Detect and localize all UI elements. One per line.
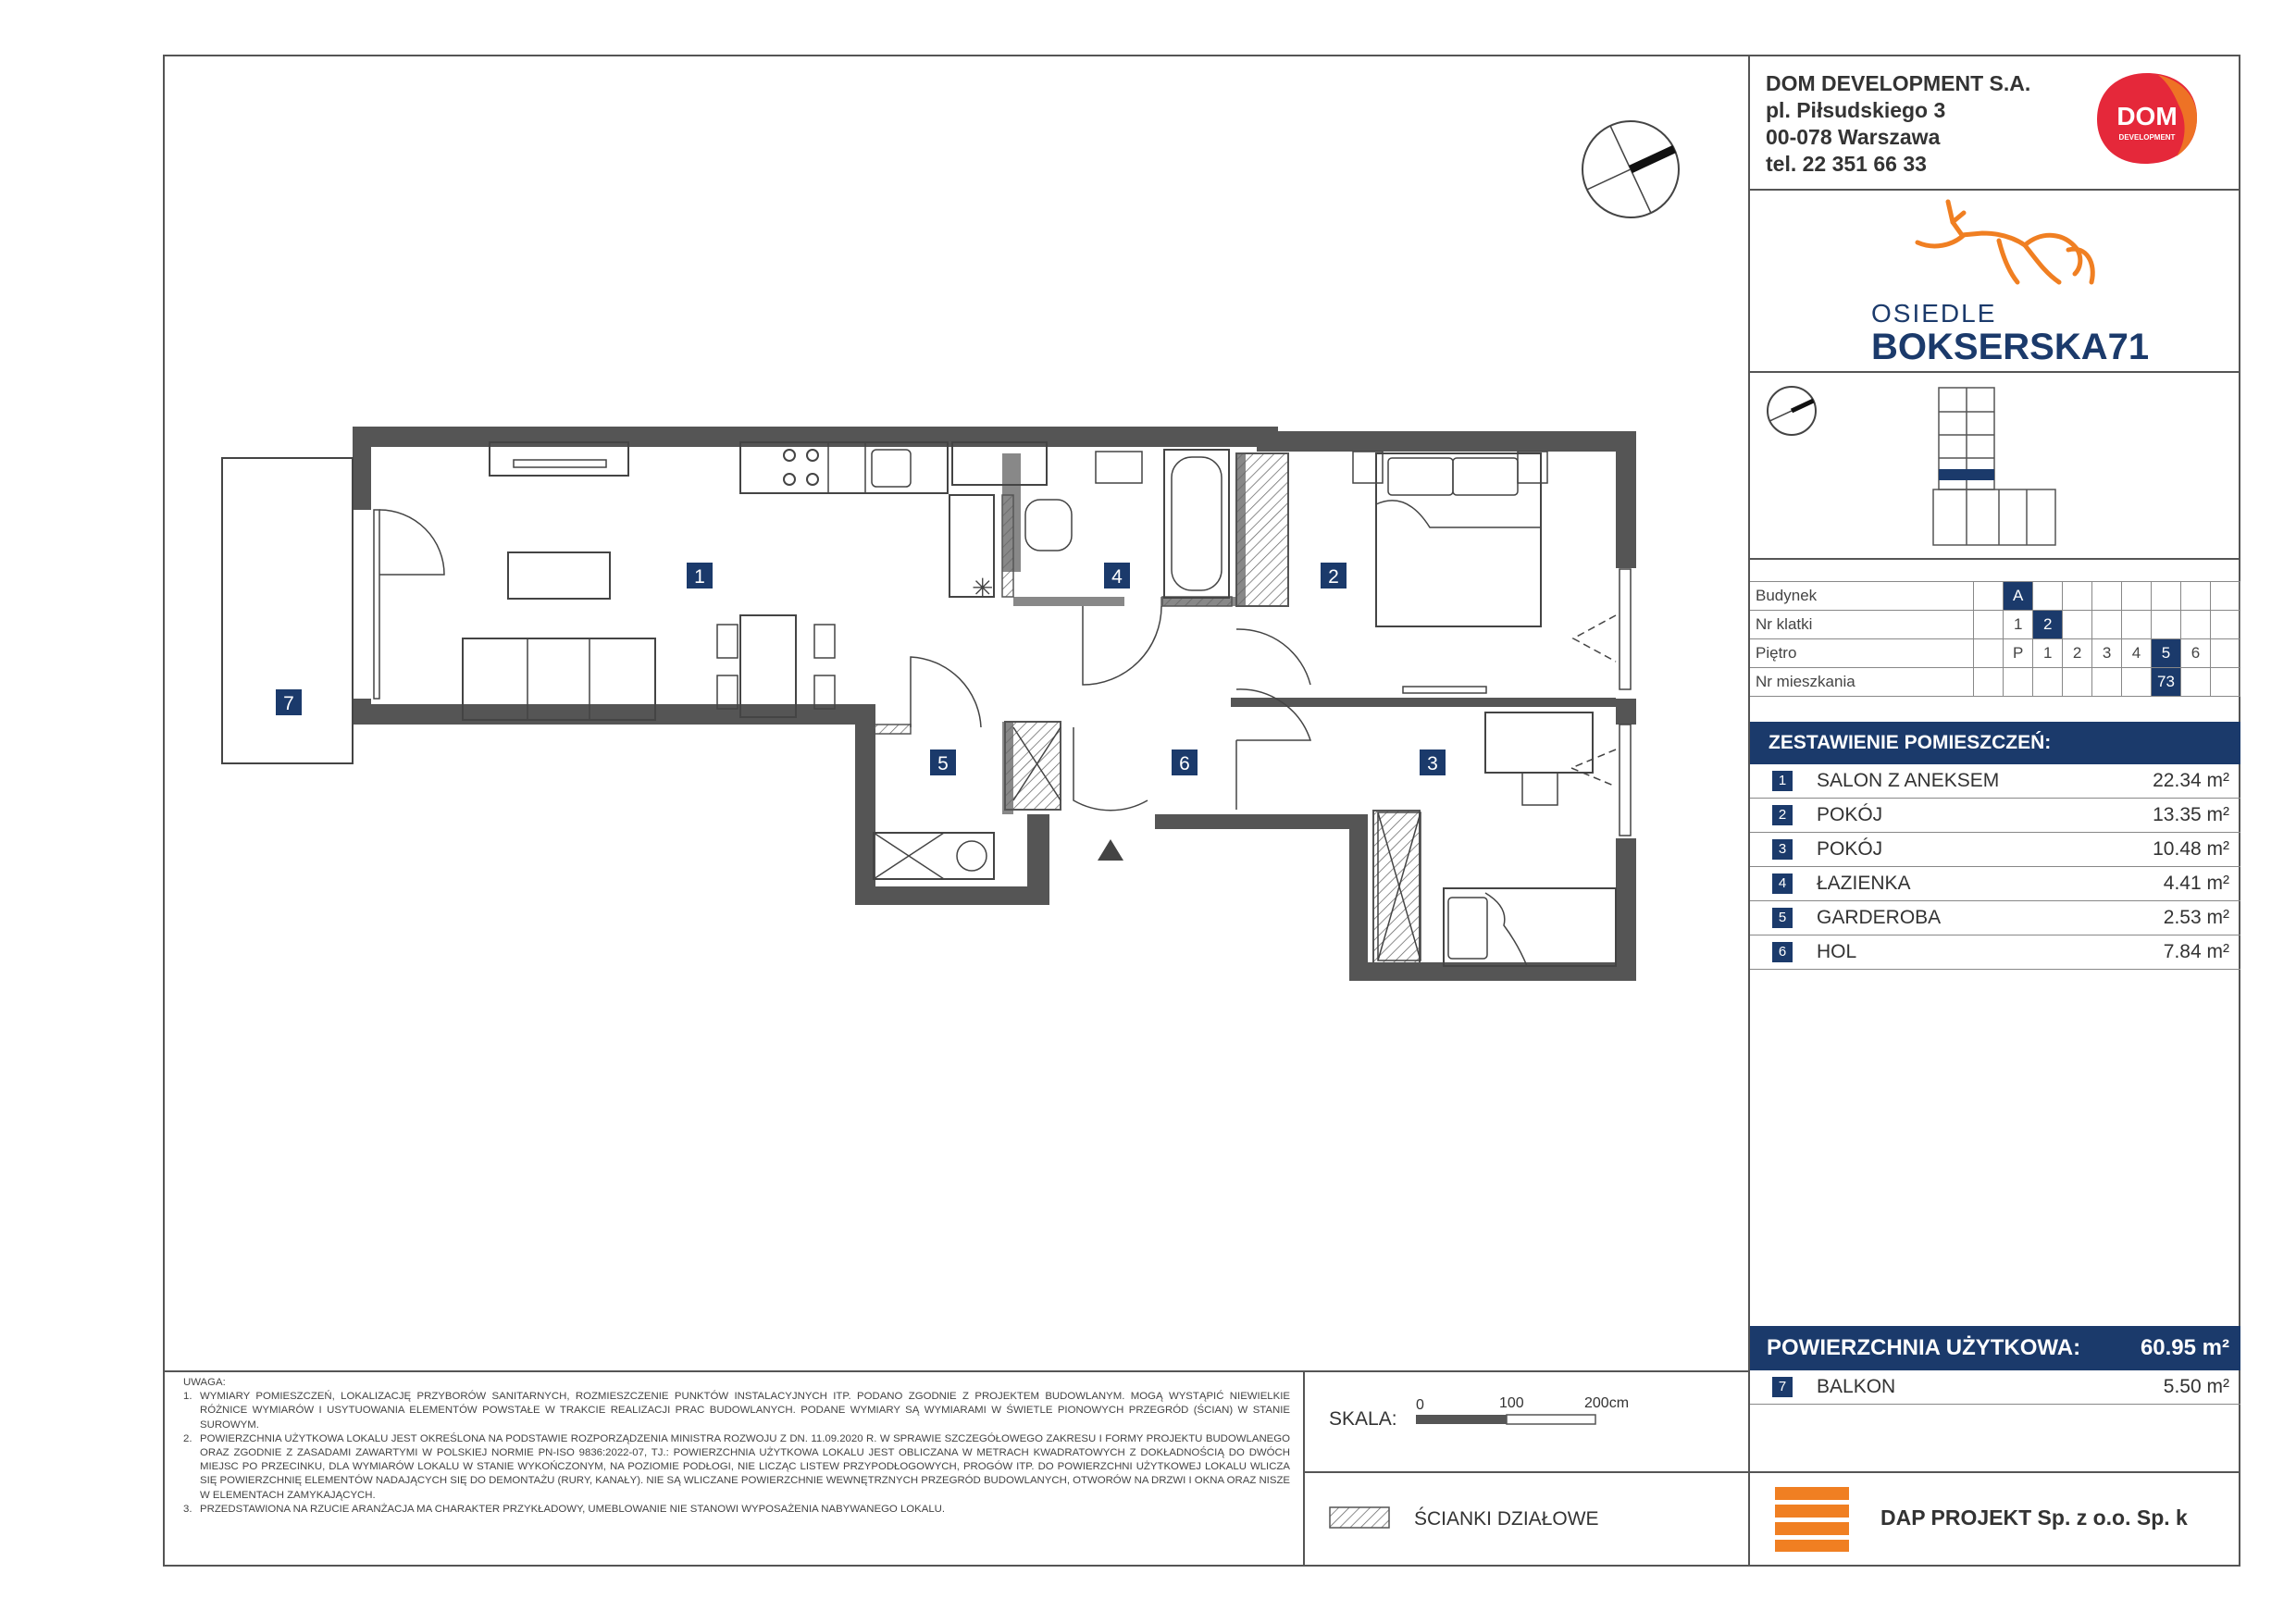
scale-bar <box>1414 1395 1630 1425</box>
room-number: 3 <box>1772 839 1793 860</box>
room-area: 4.41 m² <box>2163 873 2229 894</box>
info-cell: 5 <box>2152 639 2181 668</box>
room-area: 13.35 m² <box>2153 804 2229 825</box>
info-cell <box>2122 611 2152 639</box>
room-row <box>1750 833 2240 867</box>
note-text: WYMIARY POMIESZCZEŃ, LOKALIZACJĘ PRZYBORÓW SANITARNYCH, ROZMIESZCZENIE PUNKTÓW INSTALACYJNYCH ITP. PODANO ZGODNIE Z PROJEKTEM BUDOWLANYM. MOGĄ WYSTĄPIĆ NIEWIELKIE RÓŻNICE WYMIARÓW I USYTUOWANIA ELEMENTÓW POWSTAŁE W TRAKCIE REALIZACJI PRAC BUDOWLANYCH. PODANE WYMIARY SĄ WYMIARAMI W ŚWIETLE PIONOWYCH PRZEGRÓD (ŚCIAN) W STANIE SUROWYM. <box>200 1391 1290 1431</box>
room-area: 22.34 m² <box>2153 770 2229 791</box>
note-number: 2. <box>183 1432 192 1444</box>
info-cell <box>2063 582 2092 611</box>
room-name: HOL <box>1817 941 1857 962</box>
info-cell <box>2210 639 2240 668</box>
info-row <box>1750 668 2240 697</box>
info-cell: 3 <box>2092 639 2122 668</box>
room-name: POKÓJ <box>1817 838 1883 860</box>
svg-text:BOKSERSKA71 <box>1871 327 2149 367</box>
info-row-label: Nr mieszkania <box>1750 668 1974 697</box>
osiedle-text: OSIEDLE <box>1871 299 1997 328</box>
total-area-value: 60.95 m² <box>2140 1335 2229 1360</box>
scale-tick-200: 200cm <box>1584 1395 1630 1411</box>
plan-label-7: 7 <box>283 693 294 714</box>
info-cell <box>1974 668 2004 697</box>
info-cell <box>2210 582 2240 611</box>
key-plan-north-icon <box>1766 385 1818 437</box>
info-cell: 2 <box>2033 611 2063 639</box>
info-cell <box>1974 639 2004 668</box>
info-cell: 6 <box>2180 639 2210 668</box>
note-number: 3. <box>183 1503 192 1515</box>
plan-label-5: 5 <box>937 753 949 774</box>
info-cell <box>2092 668 2122 697</box>
info-cell: A <box>2004 582 2033 611</box>
info-cell: P <box>2004 639 2033 668</box>
notes-items <box>183 1390 1290 1517</box>
info-cell <box>2152 582 2181 611</box>
info-cell <box>2004 668 2033 697</box>
info-cell: 73 <box>2152 668 2181 697</box>
room-number: 4 <box>1772 873 1793 894</box>
total-area-label: POWIERZCHNIA UŻYTKOWA: <box>1767 1335 2081 1360</box>
room-number: 5 <box>1772 908 1793 928</box>
info-cell <box>2092 611 2122 639</box>
room-row <box>1750 935 2240 970</box>
scale-tick-100: 100 <box>1499 1395 1524 1411</box>
room-name: SALON Z ANEKSEM <box>1817 770 2000 791</box>
plan-label-3: 3 <box>1427 753 1438 774</box>
notes-title: UWAGA: <box>183 1377 226 1388</box>
floor-plan <box>165 56 1748 1370</box>
balcony-number: 7 <box>1772 1377 1793 1397</box>
total-area-bar <box>1750 1326 2240 1370</box>
room-row <box>1750 764 2240 799</box>
note-item <box>183 1432 1290 1503</box>
bokserska-text: BOKSERSKA <box>1871 327 2108 367</box>
note-item <box>183 1390 1290 1432</box>
info-cell <box>2063 611 2092 639</box>
room-name: ŁAZIENKA <box>1817 873 1911 894</box>
room-area: 10.48 m² <box>2153 838 2229 860</box>
plan-label-4: 4 <box>1111 566 1123 588</box>
notes-divider <box>163 1370 1748 1372</box>
dom-logo-subtext: DEVELOPMENT <box>2118 133 2176 142</box>
room-number: 2 <box>1772 805 1793 825</box>
info-cell <box>2180 611 2210 639</box>
info-cell <box>2122 668 2152 697</box>
balcony-area: 5.50 m² <box>2163 1376 2229 1397</box>
plan-label-2: 2 <box>1328 566 1339 588</box>
partition-wall-legend-icon <box>1329 1506 1390 1529</box>
company-city: 00-078 Warszawa <box>1766 125 1941 149</box>
info-row-label: Nr klatki <box>1750 611 1974 639</box>
info-cell <box>2033 582 2063 611</box>
plan-label-1: 1 <box>694 566 705 588</box>
room-number: 6 <box>1772 942 1793 962</box>
info-cell <box>2092 582 2122 611</box>
info-cell <box>2033 668 2063 697</box>
dap-projekt-logo <box>1775 1487 1849 1552</box>
company-address <box>1766 70 2030 178</box>
info-cell: 4 <box>2122 639 2152 668</box>
balcony-name: BALKON <box>1817 1376 1896 1397</box>
horse-icon <box>1917 202 2092 282</box>
info-cell <box>1974 611 2004 639</box>
info-row-label: Piętro <box>1750 639 1974 668</box>
info-cell <box>2210 668 2240 697</box>
info-cell: 1 <box>2004 611 2033 639</box>
room-area: 7.84 m² <box>2163 941 2229 962</box>
info-cell <box>2152 611 2181 639</box>
room-area: 2.53 m² <box>2163 907 2229 928</box>
info-row-label: Budynek <box>1750 582 1974 611</box>
info-row <box>1750 611 2240 639</box>
info-cell: 1 <box>2033 639 2063 668</box>
dom-development-logo <box>2093 69 2201 167</box>
estate-number: 71 <box>2107 327 2150 367</box>
room-row <box>1750 901 2240 935</box>
room-row <box>1750 799 2240 833</box>
room-number: 1 <box>1772 771 1793 791</box>
notes-block <box>183 1376 1290 1517</box>
info-row <box>1750 582 2240 611</box>
balcony-row <box>1750 1370 2240 1405</box>
architect-name: DAP PROJEKT Sp. z o.o. Sp. k <box>1880 1505 2188 1530</box>
company-street: pl. Piłsudskiego 3 <box>1766 98 1946 122</box>
room-name: POKÓJ <box>1817 804 1883 825</box>
apartment-info-table <box>1750 581 2240 697</box>
info-row <box>1750 639 2240 668</box>
note-number: 1. <box>183 1391 192 1403</box>
info-cell <box>2063 668 2092 697</box>
note-text: POWIERZCHNIA UŻYTKOWA LOKALU JEST OKREŚLONA NA PODSTAWIE ROZPORZĄDZENIA MINISTRA ROZWOJU Z DN. 11.09.2020 R. W SPRAWIE SZCZEGÓŁOWEGO ZAKRESU I FORMY PROJEKTU BUDOWLANEGO ORAZ ZGODNIE Z ZASADAMI ZAWARTYMI W POLSKIEJ NORMIE PN-ISO 9836:2022-07, TJ.: POWIERZCHNIA UŻYTKOWA LOKALU JEST OBLICZANA W METRACH KWADRATOWYCH Z DOKŁADNOŚCIĄ DO DWÓCH MIEJSC PO PRZECINKU, DLA WYMIARÓW LOKALU W STANIE WYKOŃCZONYM, NA POZIOMIE PODŁOGI, NIE LICZĄC LISTEW PRZYPODŁOGOWYCH, PROGÓW ITP. DO POWIERZCHNI UŻYTKOWEJ LOKALU WLICZA SIĘ POWIERZCHNIĘ ELEMENTÓW NADAJĄCYCH SIĘ DO DEMONTAŻU (RURY, KANAŁY). NIE SĄ WLICZANE POWIERZCHNIE WEWNĘTRZNYCH PRZEGRÓD BUDOWLANYCH, OTWORÓW NA DRZWI I OKNA ORAZ NISZE W ELEMENTACH ZAMYKAJĄCYCH. <box>200 1432 1290 1501</box>
info-cell <box>2180 582 2210 611</box>
info-cell <box>2122 582 2152 611</box>
scale-tick-0: 0 <box>1416 1397 1424 1413</box>
note-text: PRZEDSTAWIONA NA RZUCIE ARANŻACJA MA CHARAKTER PRZYKŁADOWY, UMEBLOWANIE NIE STANOWI WYPOSAŻENIA NABYWANEGO LOKALU. <box>200 1503 946 1515</box>
legend-divider <box>1303 1471 1750 1473</box>
room-row <box>1750 867 2240 901</box>
building-key-plan <box>1930 384 2059 549</box>
info-cell <box>1974 582 2004 611</box>
info-cell <box>2210 611 2240 639</box>
osiedle-bokserska-logo <box>1860 194 2150 370</box>
north-arrow-icon <box>1582 121 1679 217</box>
partition-wall-legend-text: ŚCIANKI DZIAŁOWE <box>1414 1508 1599 1530</box>
svg-text:✳: ✳ <box>972 574 994 602</box>
room-name: GARDEROBA <box>1817 907 1942 928</box>
info-cell <box>2180 668 2210 697</box>
plan-label-6: 6 <box>1179 753 1190 774</box>
info-cell: 2 <box>2063 639 2092 668</box>
company-name: DOM DEVELOPMENT S.A. <box>1766 71 2031 95</box>
scale-label: SKALA: <box>1329 1408 1397 1430</box>
note-item <box>183 1503 1290 1517</box>
notes-vertical-divider <box>1303 1370 1305 1567</box>
rooms-summary-header: ZESTAWIENIE POMIESZCZEŃ: <box>1750 722 2240 764</box>
company-phone: tel. 22 351 66 33 <box>1766 152 1927 176</box>
dom-logo-text: DOM <box>2116 102 2178 130</box>
